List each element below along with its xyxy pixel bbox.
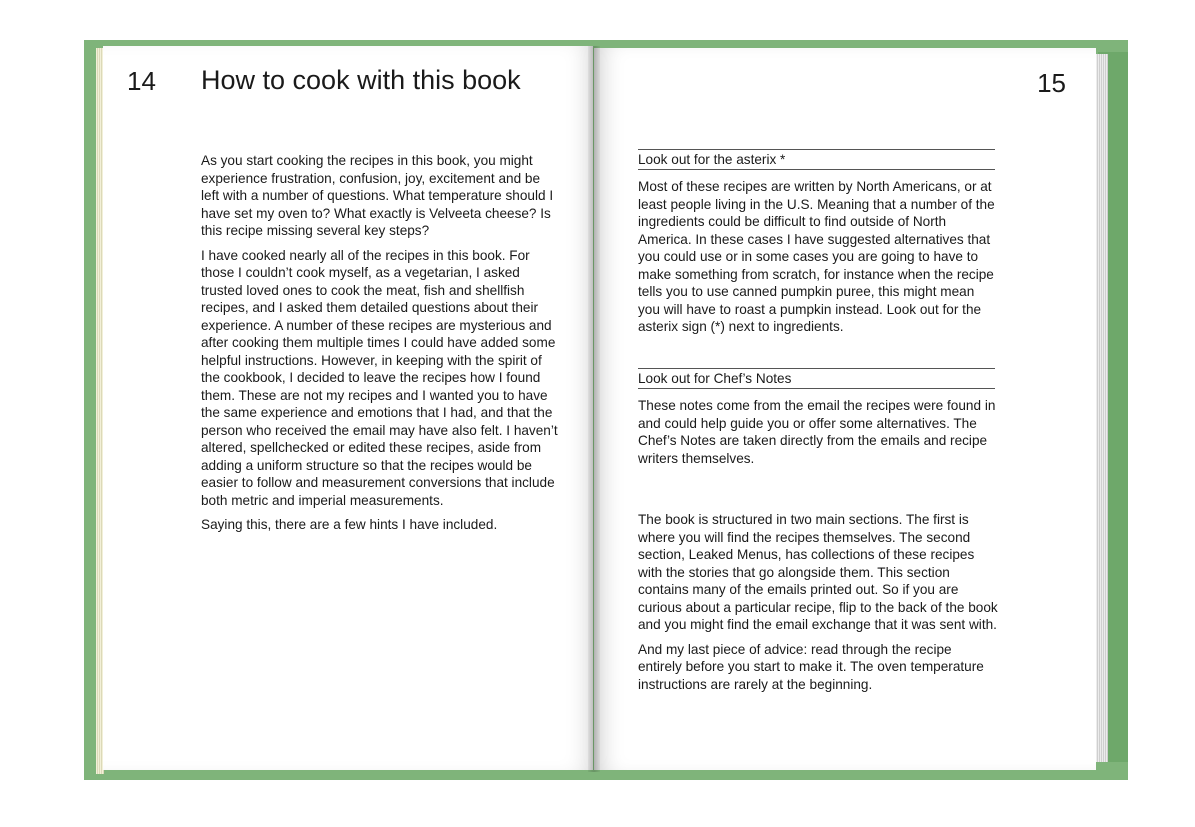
hint-text: Most of these recipes are written by North Americans, or at least people living in the U.S. Meaning that a number of the ingredients could be difficult to find outside of North America. In these cases I have suggested alternatives that you could use or in some cases you are going to have to make something from scratch, for instance when the recipe tells you to use canned pumpkin puree, this might mean you will have to roast a pumpkin instead. Look out for the asterix sign (*) next to ingredients. — [638, 179, 995, 334]
book-gutter — [588, 46, 600, 772]
page-title: How to cook with this book — [201, 65, 521, 95]
closing-paragraph: And my last piece of advice: read through the recipe entirely before you start to make it. The oven temperature instructions are rarely at the beginning. — [638, 641, 984, 692]
closing-paragraph: The book is structured in two main sections. The first is where you will find the recipes themselves. The second section, Leaked Menus, has collections of these recipes with the stories that go alongside them. This section contains many of the emails printed out. So if you are curious about a particular recipe, flip to the back of the book and you might find the email exchange that it was sent with. — [638, 512, 998, 632]
hint-section — [638, 368, 998, 474]
hint-heading: Look out for the asterix * — [638, 149, 995, 170]
intro-text — [201, 152, 561, 541]
hint-heading: Look out for Chef’s Notes — [638, 368, 995, 389]
intro-paragraph: Saying this, there are a few hints I have included. — [201, 517, 498, 532]
right-page — [594, 48, 1096, 770]
intro-paragraph: I have cooked nearly all of the recipes in this book. For those I couldn’t cook myself, as a vegetarian, I asked trusted loved ones to cook the meat, fish and shellfish recipes, and I asked them detailed questions about their experience. A number of these recipes are mysterious and after cooking them multiple times I could have added some helpful instructions. However, in keeping with the spirit of the cookbook, I decided to leave the recipes how I found them. These are not my recipes and I wanted you to have the same experience and emotions that I had, and that the person who received the email may have also felt. I haven’t altered, spellchecked or edited these recipes, aside from adding a uniform structure so that the recipes would be easier to follow and measurement conversions that include both metric and imperial measurements. — [201, 247, 558, 508]
hint-text: These notes come from the email the recipes were found in and could help guide you or offer some alternatives. The Chef’s Notes are taken directly from the emails and recipe writers themselves. — [638, 398, 996, 466]
page-number-left: 14 — [127, 66, 156, 96]
page-number-right: 15 — [1037, 68, 1066, 98]
left-page — [103, 46, 593, 770]
page-stack-right — [1094, 54, 1108, 762]
hint-section — [638, 149, 998, 343]
closing-text — [638, 511, 998, 700]
intro-paragraph: As you start cooking the recipes in this book, you might experience frustration, confusion, joy, excitement and be left with a number of questions. What temperature should I have set my oven to? What exactly is Velveeta cheese? Is this recipe missing several key steps? — [201, 153, 554, 238]
